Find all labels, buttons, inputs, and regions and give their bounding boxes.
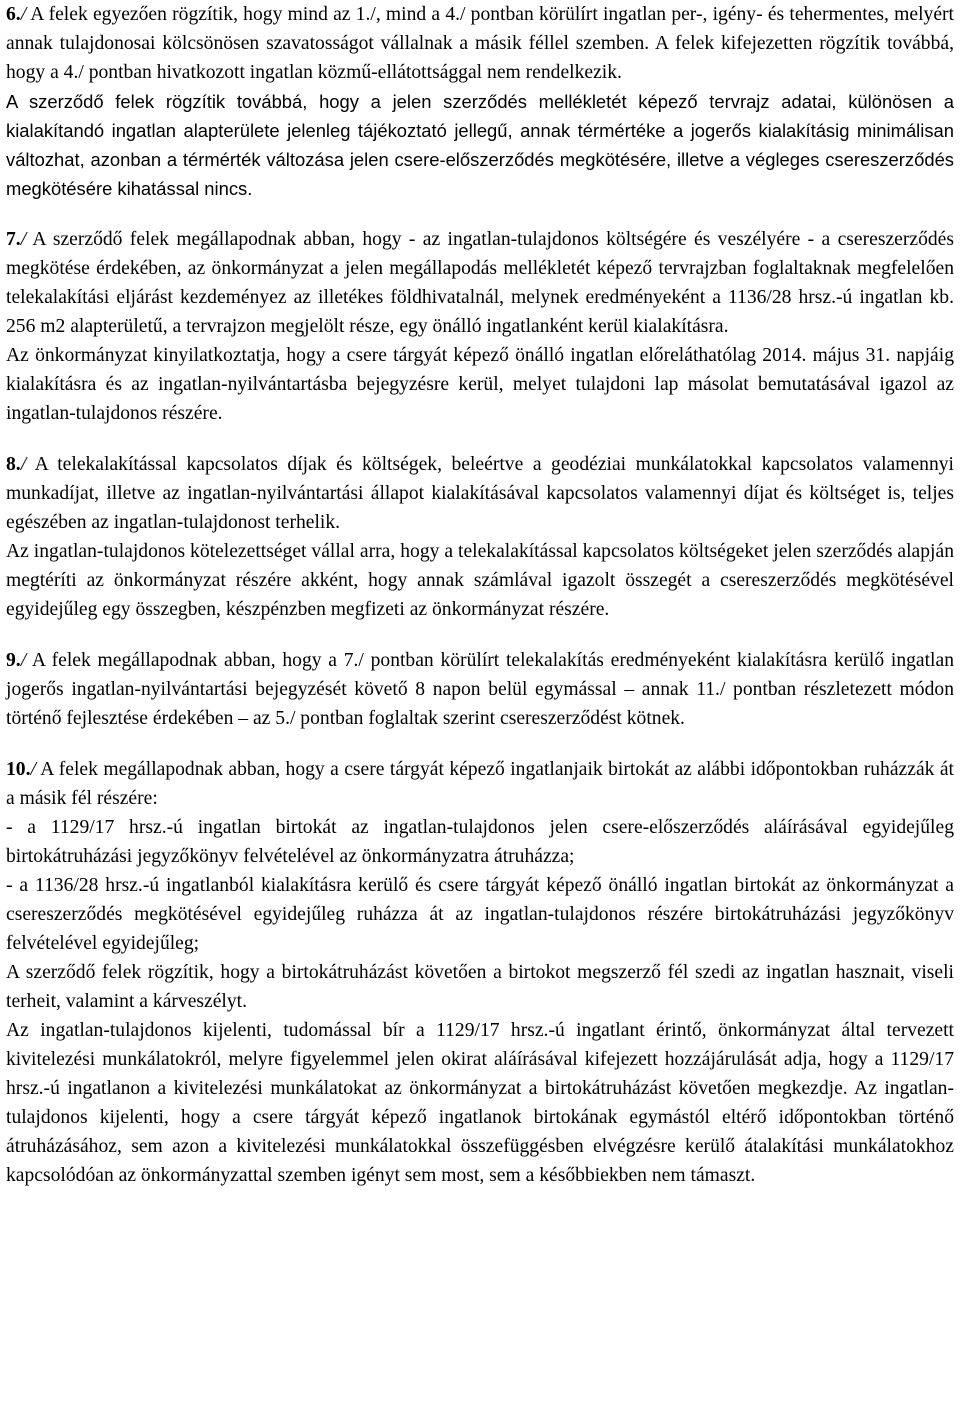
section-7-paragraph-2: Az önkormányzat kinyilatkoztatja, hogy a csere tárgyát képező önálló ingatlan előreláthatólag 2014. május 31. napjáig kialakításra és az ingatlan-nyilvántartásba bejegyzésre kerül, melyet tulajdoni lap másolat bemutatásával igazol az ingatlan-tulajdonos részére.	[6, 345, 954, 424]
section-9	[6, 646, 954, 733]
section-6-paragraph-2: A szerződő felek rögzítik továbbá, hogy a jelen szerződés mellékletét képező tervrajz adatai, különösen a kialakítandó ingatlan alapterülete jelenleg tájékoztató jellegű, annak térmértéke a jogerős kialakításig minimálisan változhat, azonban a térmérték változása jelen csere-előszerződés megkötésére, illetve a végleges csereszerződés megkötésére kihatással nincs.	[6, 91, 954, 199]
section-10-list-item-2: - a 1136/28 hrsz.-ú ingatlanból kialakításra kerülő és csere tárgyát képező önálló ingatlan birtokát az önkormányzat a csereszerződés megkötésével egyidejűleg ruházza át az ingatlan-tulajdonos részére birtokátruházási jegyzőkönyv felvételével egyidejűleg;	[6, 875, 954, 954]
section-6-number: 6./	[6, 4, 27, 25]
section-8-paragraph-1: 8./ A telekalakítással kapcsolatos díjak és költségek, beleértve a geodéziai munkálatokkal kapcsolatos valamennyi munkadíjat, illetve az ingatlan-nyilvántartási állapot kialakításával kapcsolatos valamennyi díjat és költséget is, teljes egészében az ingatlan-tulajdonost terhelik.	[6, 454, 954, 533]
section-10-paragraph-1: 10./ A felek megállapodnak abban, hogy a csere tárgyát képező ingatlanjaik birtokát az alábbi időpontokban ruházzák át a másik fél részére:	[6, 759, 954, 809]
section-10-paragraph-2: A szerződő felek rögzítik, hogy a birtokátruházást követően a birtokot megszerző fél szedi az ingatlan hasznait, viseli terheit, valamint a kárveszélyt.	[6, 962, 954, 1012]
section-6-paragraph-1: 6./ A felek egyezően rögzítik, hogy mind az 1./, mind a 4./ pontban körülírt ingatlan per-, igény- és tehermentes, melyért annak tulajdonosai kölcsönösen szavatosságot vállalnak a másik féllel szemben. A felek kifejezetten rögzítik továbbá, hogy a 4./ pontban hivatkozott ingatlan közmű-ellátottsággal nem rendelkezik.	[6, 4, 954, 83]
section-10-number: 10./	[6, 759, 36, 780]
section-10-list-item-1: - a 1129/17 hrsz.-ú ingatlan birtokát az ingatlan-tulajdonos jelen csere-előszerződés aláírásával egyidejűleg birtokátruházási jegyzőkönyv felvételével az önkormányzatra átruházza;	[6, 817, 954, 867]
section-8-paragraph-2: Az ingatlan-tulajdonos kötelezettséget vállal arra, hogy a telekalakítással kapcsolatos költségeket jelen szerződés alapján megtéríti az önkormányzat részére akként, hogy annak számlával igazolt összegét a csereszerződés megkötésével egyidejűleg egy összegben, készpénzben megfizeti az önkormányzat részére.	[6, 541, 954, 620]
section-9-paragraph-1: 9./ A felek megállapodnak abban, hogy a 7./ pontban körülírt telekalakítás eredményeként kialakításra kerülő ingatlan jogerős ingatlan-nyilvántartási bejegyzését követő 8 napon belül egymással – annak 11./ pontban részletezett módon történő fejlesztése érdekében – az 5./ pontban foglaltak szerint csereszerződést kötnek.	[6, 650, 954, 729]
section-9-number: 9./	[6, 650, 27, 671]
section-10-paragraph-3: Az ingatlan-tulajdonos kijelenti, tudomással bír a 1129/17 hrsz.-ú ingatlant érintő, önkormányzat által tervezett kivitelezési munkálatokról, melyre figyelemmel jelen okirat aláírásával kifejezett hozzájárulását adja, hogy a 1129/17 hrsz.-ú ingatlanon a kivitelezési munkálatokat az önkormányzat a birtokátruházást követően megkezdje. Az ingatlan-tulajdonos kijelenti, hogy a csere tárgyát képező ingatlanok birtokának egymástól eltérő időpontokban történő átruházásához, sem azon a kivitelezési munkálatokkal összefüggésben elvégzésre kerülő átalakítási munkálatokhoz kapcsolódóan az önkormányzattal szemben igényt sem most, sem a későbbiekben nem támaszt.	[6, 1020, 954, 1186]
section-10	[6, 755, 954, 1190]
section-7	[6, 225, 954, 428]
section-8	[6, 450, 954, 624]
section-8-number: 8./	[6, 454, 27, 475]
section-7-paragraph-1: 7./ A szerződő felek megállapodnak abban, hogy - az ingatlan-tulajdonos költségére és veszélyére - a csereszerződés megkötése érdekében, az önkormányzat a jelen megállapodás mellékletét képező tervrajzban foglaltaknak megfelelően telekalakítási eljárást kezdeményez az illetékes földhivatalnál, melynek eredményeként a 1136/28 hrsz.-ú ingatlan kb. 256 m2 alapterületű, a tervrajzon megjelölt része, egy önálló ingatlanként kerül kialakításra.	[6, 229, 954, 337]
section-6	[6, 0, 954, 203]
section-7-number: 7./	[6, 229, 27, 250]
